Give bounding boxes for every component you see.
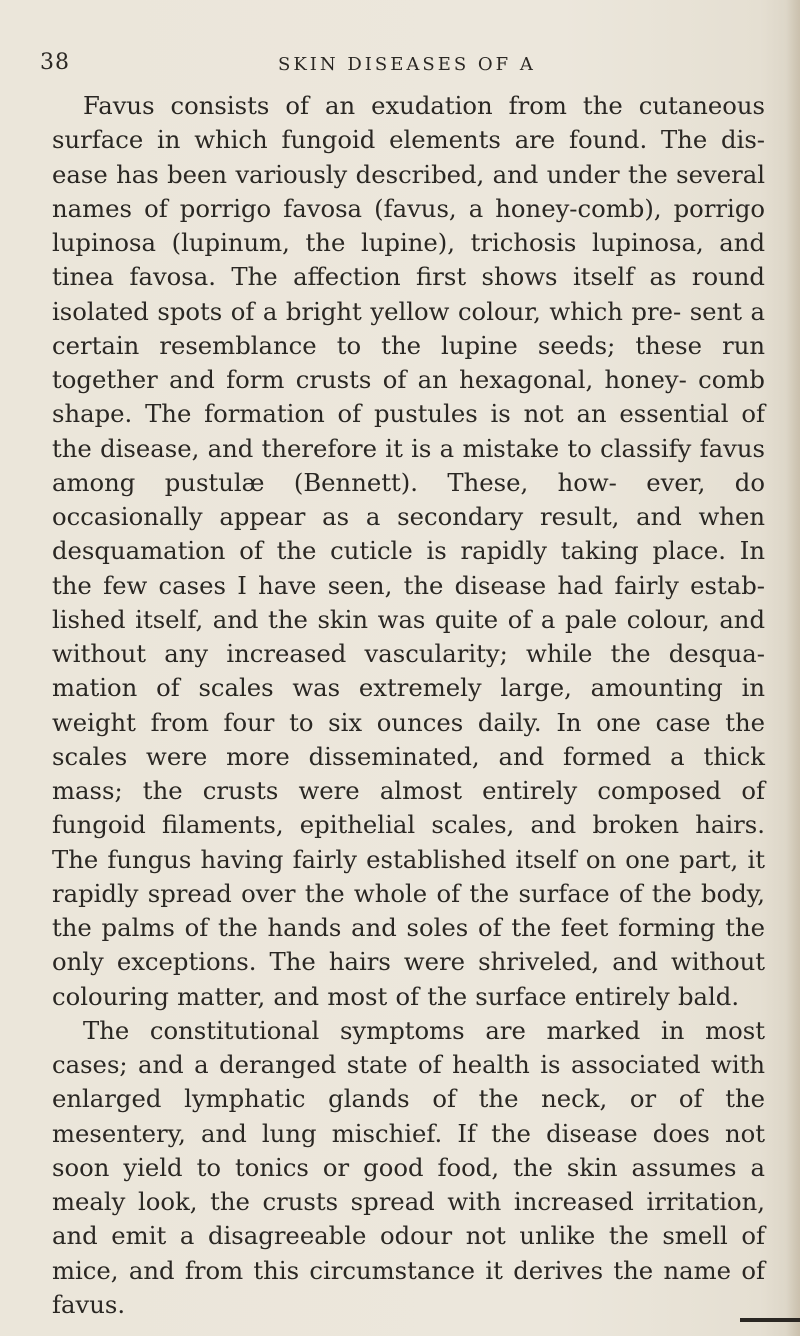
bottom-rule — [740, 1318, 800, 1322]
body-text — [52, 89, 765, 1322]
running-head: SKIN DISEASES OF A — [278, 54, 536, 75]
page-edge-shadow — [786, 0, 800, 1336]
paragraph-constitutional-symptoms: The constitutional symptoms are marked in most cases; and a deranged state of health is associated with enlarged lymphatic glands of the neck, or of the mesentery, and lung mischief. If the disease does not soon yield to tonics or good food, the skin assumes a mealy look, the crusts spread with increased irritation, and emit a disagreeable odour not unlike the smell of mice, and from this circumstance it derives the name of favus. — [52, 1015, 765, 1319]
page-header — [40, 50, 760, 90]
paragraph-favus-description: Favus consists of an exudation from the cutaneous surface in which fungoid elements are found. The dis- ease has been variously described, and under the several names of porrigo favosa (favus, a honey-comb), porrigo lupinosa (lupinum, the lupine), trichosis lupinosa, and tinea favosa. The affection first shows itself as round isolated spots of a bright yellow colour, which pre- sent a certain resemblance to the lupine seeds; these run together and form crusts of an hexagonal, honey- comb shape. The formation of pustules is not an essential of the disease, and therefore it is a mistake to classify favus among pustulæ (Bennett). These, how- ever, do occasionally appear as a secondary result, and when desquamation of the cuticle is rapidly taking place. In the few cases I have seen, the disease had fairly estab- lished itself, and the skin was quite of a pale colour, and without any increased vascularity; while the desqua- mation of scales was extremely large, amounting in weight from four to six ounces daily. In one case the scales were more disseminated, and formed a thick mass; the crusts were almost entirely composed of fungoid filaments, epithelial scales, and broken hairs. The fungus having fairly established itself on one part, it rapidly spread over the whole of the surface of the body, the palms of the hands and soles of the feet forming the only exceptions. The hairs were shriveled, and without colouring matter, and most of the surface entirely bald. — [52, 91, 765, 1011]
page-number: 38 — [40, 50, 70, 75]
